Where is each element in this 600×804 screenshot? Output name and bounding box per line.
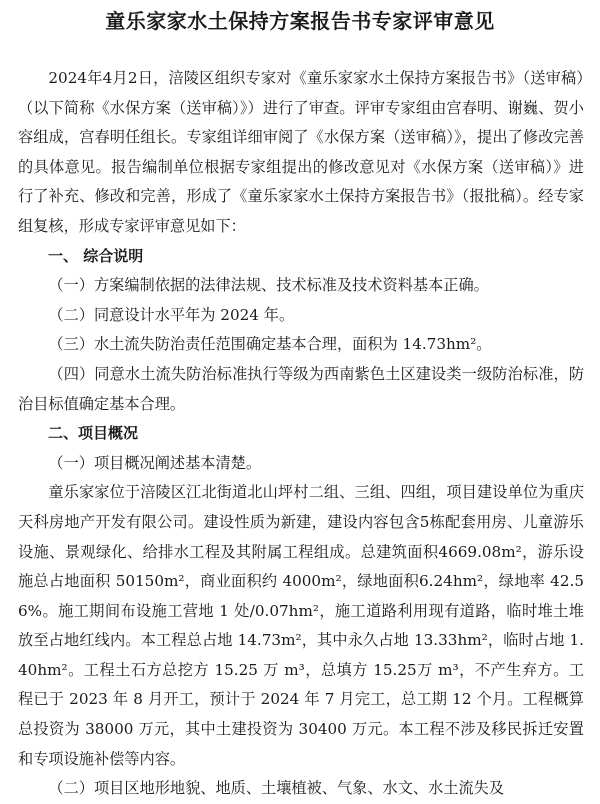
overview-item-4: （四）同意水土流失防治标准执行等级为西南紫色土区建设类一级防治标准，防治目标值确定基本合理。: [18, 364, 584, 413]
overview-item-3: （三）水土流失防治责任范围确定基本合理，面积为 14.73hm²。: [48, 335, 492, 354]
overview-item-2: （二）同意设计水平年为 2024 年。: [48, 305, 295, 324]
intro-paragraph: 2024年4月2日，涪陵区组织专家对《童乐家家水土保持方案报告书》（送审稿）（以下简称《水保方案（送审稿）》）进行了审查。评审专家组由宫春明、谢巍、贺小容组成，宫春明任组长。专家组详细审阅了《水保方案（送审稿）》，提出了修改完善的具体意见。报告编制单位根据专家组提出的修改意见对《水保方案（送审稿）》进行了补充、修改和完善，形成了《童乐家家水土保持方案报告书》（报批稿）。经专家组复核，形成专家评审意见如下：: [18, 69, 584, 235]
project-item-1: （一）项目概况阐述基本清楚。: [48, 453, 262, 472]
section-heading-project: 二、项目概况: [48, 424, 139, 443]
project-detail-paragraph: 童乐家家位于涪陵区江北街道北山坪村二组、三组、四组，项目建设单位为重庆天科房地产开发有限公司。建设性质为新建，建设内容包含5栋配套用房、儿童游乐设施、景观绿化、给排水工程及其附属工程组成。总建筑面积4669.08m²，游乐设施总占地面积 50150m²，商业面积约 4000m²，绿地面积6.24hm²，绿地率 42.56%。施工期间布设施工营地 1 处/0.07hm²，施工道路利用现有道路，临时堆土堆放至占地红线内。本工程总占地 14.73m²，其中永久占地 13.33hm²，临时占地 1.40hm²。工程土石方总挖方 15.25 万 m³，总填方 15.25万 m³，不产生弃方。工程已于 2023 年 8 月开工，预计于 2024 年 7 月完工，总工期 12 个月。工程概算总投资为 38000 万元，其中土建投资为 30400 万元。本工程不涉及移民拆迁安置和专项设施补偿等内容。: [18, 483, 584, 768]
section-heading-overview: 一、 综合说明: [48, 246, 144, 265]
document-body: [18, 64, 584, 804]
document-title: 童乐家家水土保持方案报告书专家评审意见: [105, 9, 495, 33]
overview-item-1: （一）方案编制依据的法律法规、技术标准及技术资料基本正确。: [48, 276, 489, 295]
project-item-2: （二）项目区地形地貌、地质、土壤植被、气象、水文、水土流失及: [48, 779, 505, 798]
